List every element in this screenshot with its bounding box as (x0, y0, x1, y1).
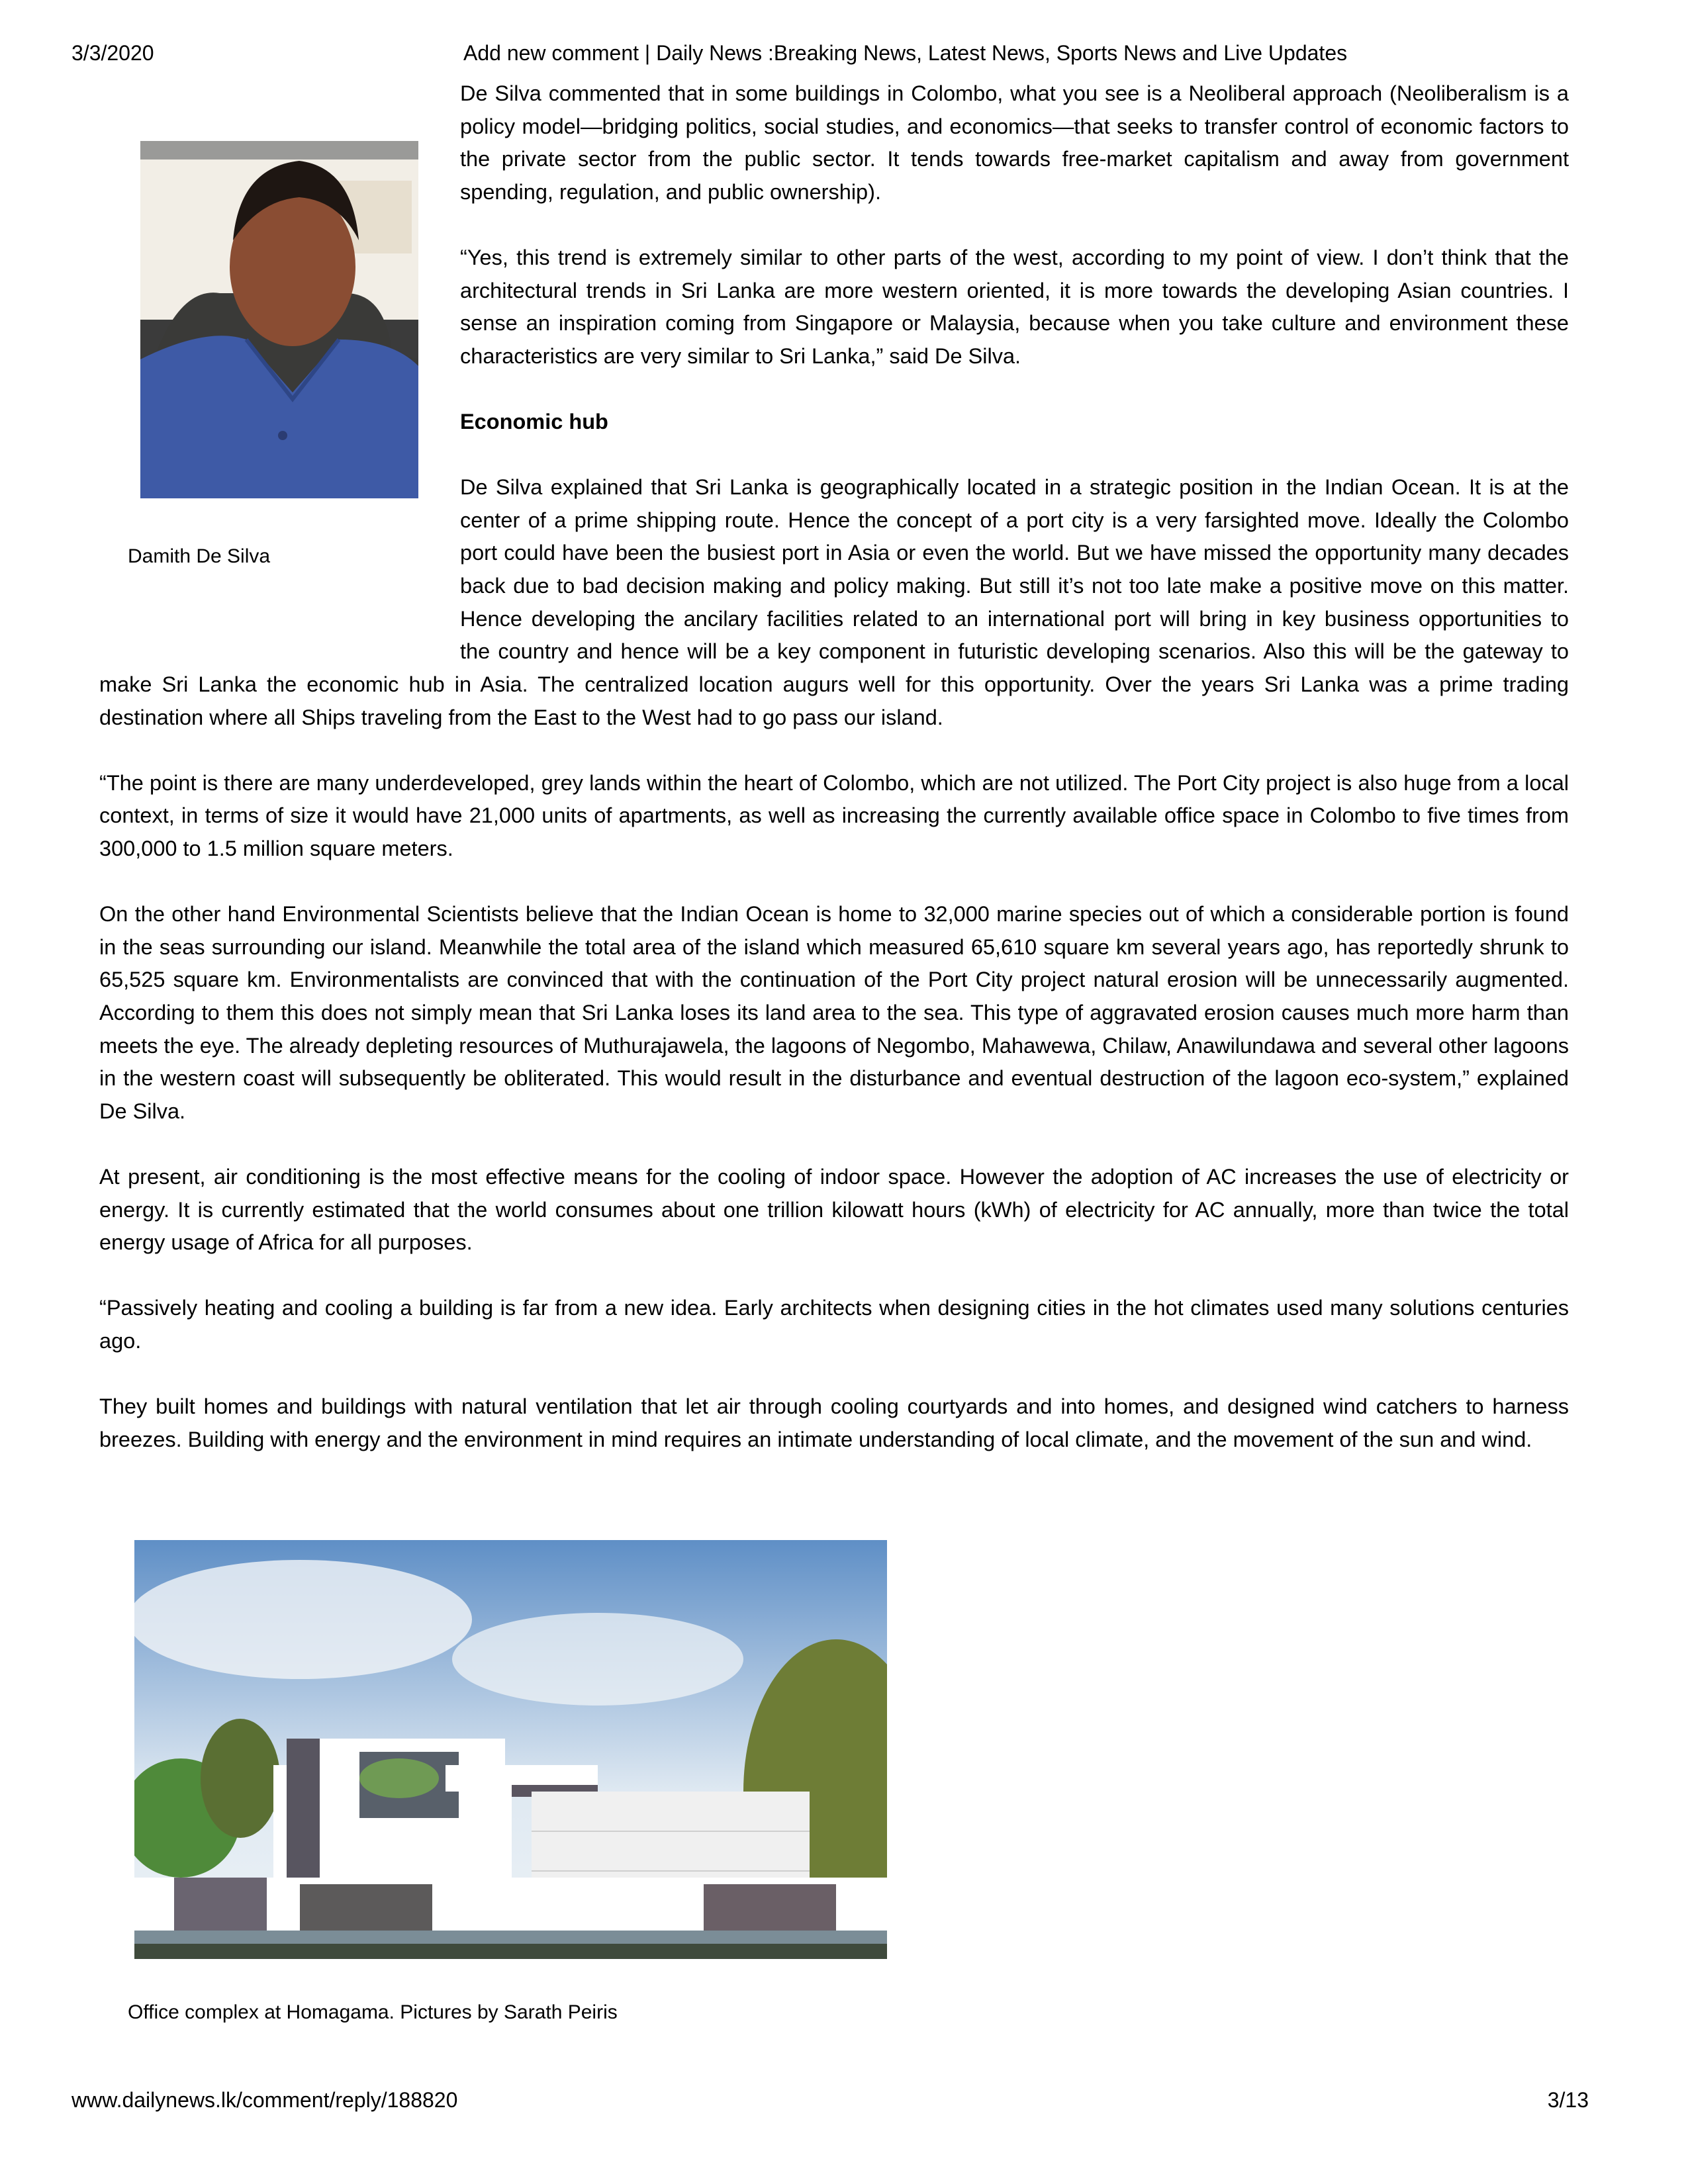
article-column (460, 77, 1569, 668)
text-line: center of a prime shipping route. Hence the concept of a port city is a very farsighted move. Ideally the Colombo (460, 508, 1569, 532)
paragraph: De Silva commented that in some buildings in Colombo, what you see is a Neoliberal approach (Neoliberalism is a policy model—bridging politics, social studies, and economics—that seeks to transfer control of economic factors to the private sector from the public sector. It tends towards free-market capitalism and away from government spending, regulation, and public ownership). (460, 81, 1569, 204)
paragraph: At present, air conditioning is the most effective means for the cooling of indoor space. However the adoption of AC increases the use of electricity or energy. It is currently estimated that the world consumes about one trillion kilowatt hours (kWh) of electricity for AC annually, more than twice the total energy usage of Africa for all purposes. (99, 1164, 1569, 1255)
paragraph (460, 471, 1569, 668)
text-line: Hence developing the ancilary facilities related to an international port will bring in key business opportunities to (460, 606, 1569, 631)
portrait-photo (140, 141, 418, 498)
section-heading: Economic hub (460, 409, 608, 433)
paragraph: “Passively heating and cooling a building is far from a new idea. Early architects when designing cities in the hot climates used many solutions centuries ago. (99, 1296, 1569, 1353)
building-photo (134, 1540, 887, 1959)
text-line: back due to bad decision making and policy making. But still it’s not too late make a positive move on this matter. (460, 573, 1569, 598)
text-line: the country and hence will be a key component in futuristic developing scenarios. Also this will be the gateway to (460, 639, 1569, 664)
building-caption: Office complex at Homagama. Pictures by Sarath Peiris (128, 2001, 618, 2023)
article-body (99, 668, 1569, 1456)
building-image (134, 1540, 887, 1959)
text-line: De Silva explained that Sri Lanka is geographically located in a strategic position in the Indian Ocean. It is at the (460, 475, 1569, 500)
text-line: port could have been the busiest port in Asia or even the world. But we have missed the opportunity many decades (460, 541, 1569, 565)
paragraph: On the other hand Environmental Scientists believe that the Indian Ocean is home to 32,000 marine species out of which a considerable portion is found in the seas surrounding our island. Meanwhile the total area of the island which measured 65,610 square km several years ago, has reportedly shrunk to 65,525 square km. Environmentalists are convinced that with the continuation of the Port City project natural erosion will be unnecessarily augmented. According to them this does not simply mean that Sri Lanka loses its land area to the sea. This type of aggravated erosion causes much more harm than meets the eye. The already depleting resources of Muthurajawela, the lagoons of Negombo, Mahawewa, Chilaw, Anawilundawa and several other lagoons in the western coast will subsequently be obliterated. This would result in the disturbance and eventual destruction of the lagoon eco-system,” explained De Silva. (99, 902, 1569, 1123)
portrait-image (140, 141, 418, 498)
footer-url[interactable]: www.dailynews.lk/comment/reply/188820 (71, 2088, 458, 2112)
page-number: 3/13 (1547, 2088, 1589, 2112)
print-date: 3/3/2020 (71, 41, 154, 65)
paragraph: make Sri Lanka the economic hub in Asia. The centralized location augurs well for this opportunity. Over the years Sri Lanka was a prime trading destination where all Ships traveling from the East to the West had to go pass our island. (99, 672, 1569, 729)
paragraph: “Yes, this trend is extremely similar to other parts of the west, according to my point of view. I don’t think that the architectural trends in Sri Lanka are more western oriented, it is more towards the developing Asian countries. I sense an inspiration coming from Singapore or Malaysia, because when you take culture and environment these characteristics are very similar to Sri Lanka,” said De Silva. (460, 245, 1569, 368)
paragraph: “The point is there are many underdeveloped, grey lands within the heart of Colombo, which are not utilized. The Port City project is also huge from a local context, in terms of size it would have 21,000 units of apartments, as well as increasing the currently available office space in Colombo to five times from 300,000 to 1.5 million square meters. (99, 770, 1569, 860)
portrait-caption: Damith De Silva (128, 545, 271, 567)
page-title: Add new comment | Daily News :Breaking News, Latest News, Sports News and Live Updates (463, 41, 1348, 65)
paragraph: They built homes and buildings with natural ventilation that let air through cooling courtyards and into homes, and designed wind catchers to harness breezes. Building with energy and the environment in mind requires an intimate understanding of local climate, and the movement of the sun and wind. (99, 1394, 1569, 1451)
